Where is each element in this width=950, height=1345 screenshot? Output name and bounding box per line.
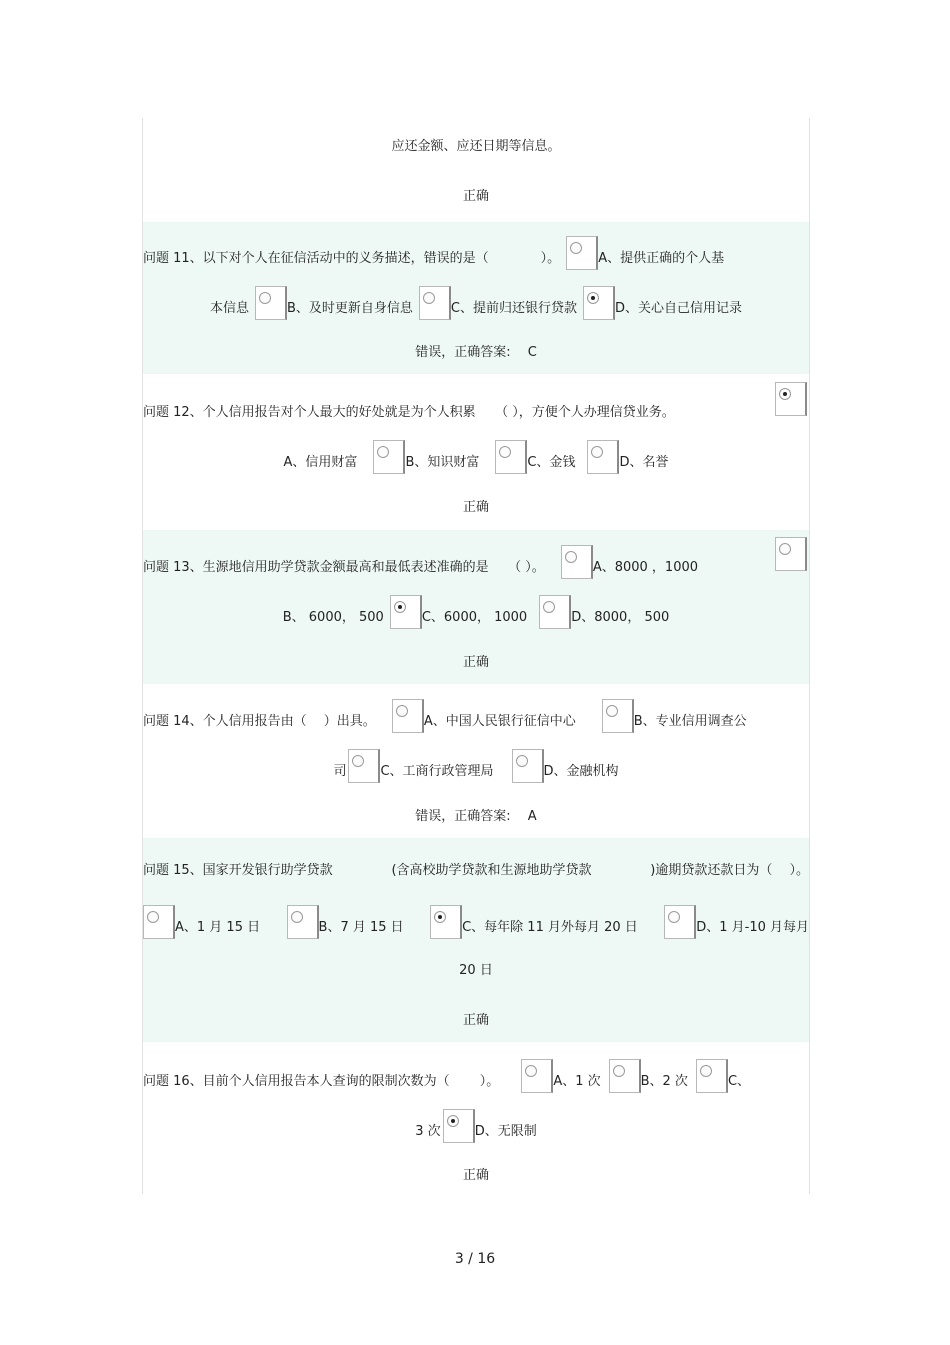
radio-icon	[516, 755, 528, 767]
prev-question-result	[143, 168, 809, 208]
q16-result	[143, 1147, 809, 1187]
option-a-radio[interactable]	[566, 236, 598, 270]
radio-icon	[668, 911, 680, 923]
radio-selected-icon	[447, 1115, 459, 1127]
option-a-radio[interactable]	[392, 699, 424, 733]
question-stem-part-1: 问题 15、国家开发银行助学贷款	[143, 863, 333, 878]
option-d-radio[interactable]	[539, 595, 571, 629]
option-c-radio[interactable]	[696, 1059, 728, 1093]
option-a-radio[interactable]	[521, 1059, 553, 1093]
option-c-radio[interactable]	[430, 905, 462, 939]
q12-line-2	[143, 434, 809, 474]
option-c-label: C、金钱	[527, 455, 576, 470]
option-b-label: B、专业信用调查公	[633, 714, 747, 729]
option-d-label: D、1 月-10 月每月	[696, 920, 809, 935]
prev-question-text: 应还金额、应还日期等信息。	[391, 139, 561, 154]
option-b	[287, 905, 404, 939]
option-c-label: C、提前归还银行贷款	[450, 301, 577, 316]
q13-result	[143, 634, 809, 674]
radio-icon	[606, 705, 618, 717]
question-stem: 问题 11、以下对个人在征信活动中的义务描述，错误的是（ ）。	[143, 251, 561, 266]
option-d-label: D、金融机构	[543, 764, 619, 779]
prev-question-tail	[143, 118, 809, 158]
option-b-label: B、 6000， 500	[282, 610, 384, 625]
radio-icon	[543, 601, 555, 613]
option-c-label: C、每年除 11 月外每月 20 日	[462, 920, 638, 935]
option-d-label: D、8000， 500	[571, 610, 670, 625]
radio-icon	[396, 705, 408, 717]
option-c-label: C、	[727, 1074, 751, 1089]
option-a	[143, 905, 260, 939]
option-d-radio[interactable]	[583, 286, 615, 320]
result-text: 错误，正确答案: A	[415, 809, 537, 824]
option-c	[430, 905, 638, 939]
option-a-label: A、8000 ，1000	[592, 560, 699, 575]
question-stem: 问题 14、个人信用报告由（ ）出具。	[143, 714, 376, 729]
option-d-label-cont: 20 日	[459, 963, 493, 978]
radio-icon	[352, 755, 364, 767]
option-b-label: B、2 次	[640, 1074, 688, 1089]
result-text: 正确	[462, 1168, 489, 1183]
option-c-label: C、工商行政管理局	[380, 764, 494, 779]
option-a-radio[interactable]	[143, 905, 175, 939]
option-a-label: A、1 月 15 日	[175, 920, 261, 935]
result-text: 正确	[462, 655, 489, 670]
q15-line-2	[143, 899, 809, 939]
option-a-label-cont: 本信息	[209, 301, 249, 316]
option-c-radio[interactable]	[419, 286, 451, 320]
q12-result	[143, 479, 809, 519]
option-c-radio[interactable]	[495, 440, 527, 474]
option-d-label: D、无限制	[474, 1124, 537, 1139]
option-b-label: B、及时更新自身信息	[287, 301, 413, 316]
option-a-radio[interactable]	[561, 545, 593, 579]
q14-line-1	[143, 693, 809, 733]
question-stem-part-3: )逾期贷款还款日为（ ）。	[650, 863, 809, 878]
radio-selected-icon	[434, 911, 446, 923]
q11-line-1	[143, 230, 809, 270]
radio-icon	[591, 446, 603, 458]
page-number: 3 / 16	[454, 1251, 496, 1267]
option-b-radio[interactable]	[609, 1059, 641, 1093]
q16-line-2	[143, 1103, 809, 1143]
option-d-radio[interactable]	[512, 749, 544, 783]
option-a-label: A、提供正确的个人基	[598, 251, 725, 266]
option-c-label: C、6000， 1000	[421, 610, 528, 625]
option-b-label-cont: 司	[333, 764, 347, 779]
option-b-label: B、7 月 15 日	[318, 920, 404, 935]
radio-selected-icon	[587, 292, 599, 304]
radio-icon	[613, 1065, 625, 1077]
q13-line-1	[143, 539, 809, 579]
q16-line-1	[143, 1053, 809, 1093]
radio-icon	[377, 446, 389, 458]
option-b-radio[interactable]	[255, 286, 287, 320]
q15-line-1	[143, 842, 809, 882]
option-b-label: B、知识财富	[405, 455, 480, 470]
result-text: 正确	[462, 1013, 489, 1028]
option-a-label: A、中国人民银行征信中心	[423, 714, 576, 729]
radio-icon	[259, 292, 271, 304]
radio-icon	[291, 911, 303, 923]
option-b-radio[interactable]	[602, 699, 634, 733]
q14-result	[143, 788, 809, 828]
option-d	[664, 905, 809, 939]
q11-line-2	[143, 280, 809, 320]
result-text: 错误，正确答案: C	[415, 345, 537, 360]
option-d-radio[interactable]	[664, 905, 696, 939]
q12-line-1	[143, 384, 809, 424]
option-c-radio[interactable]	[348, 749, 380, 783]
radio-icon	[700, 1065, 712, 1077]
question-stem: 问题 12、个人信用报告对个人最大的好处就是为个人积累 （ ），方便个人办理信贷业务。	[143, 405, 675, 420]
q11-result	[143, 324, 809, 364]
radio-icon	[565, 551, 577, 563]
radio-icon	[147, 911, 159, 923]
radio-icon	[423, 292, 435, 304]
result-text: 正确	[462, 189, 489, 204]
q15-line-3	[143, 942, 809, 982]
option-d-radio[interactable]	[443, 1109, 475, 1143]
question-stem: 问题 16、目前个人信用报告本人查询的限制次数为（ ）。	[143, 1074, 500, 1089]
option-a-label: A、1 次	[553, 1074, 601, 1089]
result-text: 正确	[462, 500, 489, 515]
option-c-label-cont: 3 次	[415, 1124, 441, 1139]
option-d-label: D、名誉	[619, 455, 669, 470]
option-a-label: A、信用财富	[283, 455, 358, 470]
radio-icon	[779, 543, 791, 555]
option-b-radio[interactable]	[775, 537, 807, 571]
option-d-radio[interactable]	[587, 440, 619, 474]
question-stem: 问题 13、生源地信用助学贷款金额最高和最低表述准确的是 （ ）。	[143, 560, 545, 575]
radio-icon	[525, 1065, 537, 1077]
option-c-radio[interactable]	[390, 595, 422, 629]
radio-icon	[570, 242, 582, 254]
option-a-radio[interactable]	[775, 382, 807, 416]
question-stem-part-2: (含高校助学贷款和生源地助学贷款	[391, 863, 592, 878]
option-b-radio[interactable]	[373, 440, 405, 474]
q13-line-2	[143, 589, 809, 629]
q15-result	[143, 992, 809, 1032]
radio-selected-icon	[779, 388, 791, 400]
radio-icon	[499, 446, 511, 458]
quiz-panel	[142, 118, 810, 1194]
option-b-radio[interactable]	[287, 905, 319, 939]
radio-selected-icon	[394, 601, 406, 613]
option-d-label: D、关心自己信用记录	[615, 301, 743, 316]
q14-line-2	[143, 743, 809, 783]
